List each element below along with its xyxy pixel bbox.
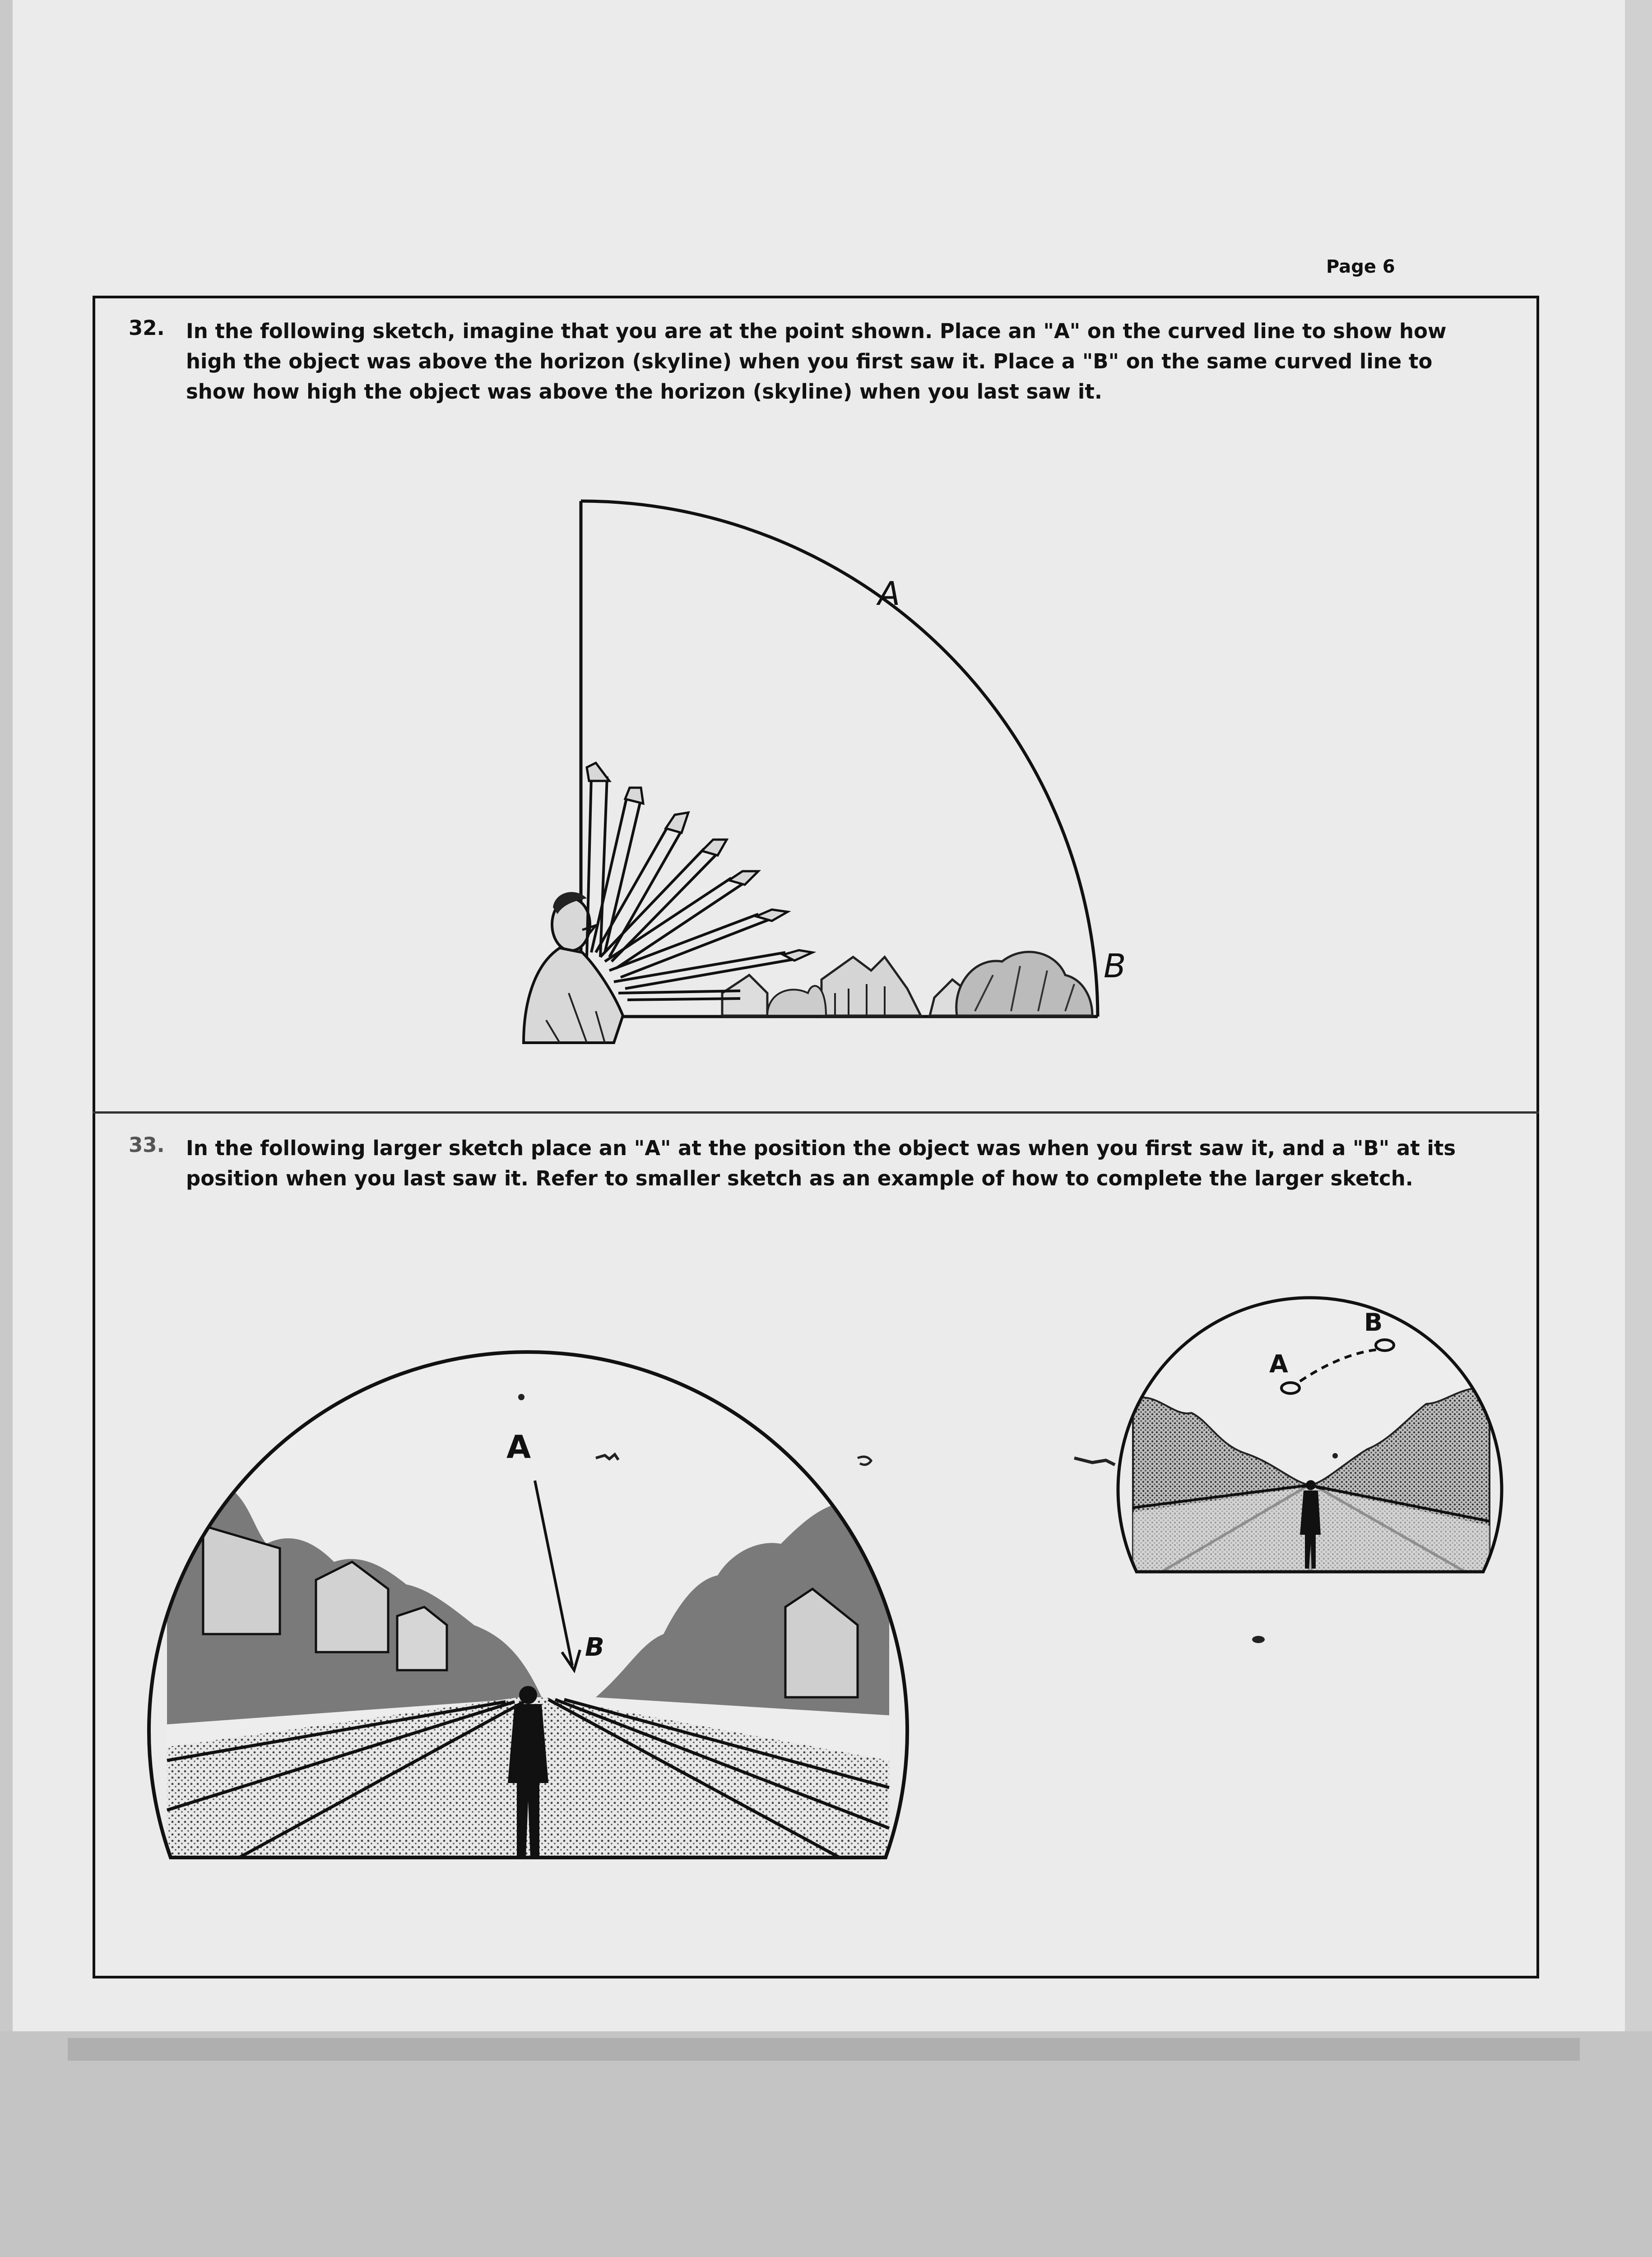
question-33-line-1: In the following larger sketch place an "A" at the position the object was when you first saw it, and a "B" at its — [186, 1136, 1456, 1160]
question-32-line-2: high the object was above the horizon (skyline) when you first saw it. Place a "B" on the same curved line to — [186, 349, 1433, 373]
handwritten-mark-b: B — [1104, 947, 1126, 985]
pointing-observer-figure — [524, 763, 812, 1043]
small-sketch-mark-b: B — [1364, 1308, 1383, 1337]
large-sketch-mark-b: B — [585, 1633, 604, 1662]
large-street-sketch — [149, 1300, 907, 1860]
large-sketch-mark-a: A — [506, 1429, 531, 1466]
question-33-number: 33. — [129, 1133, 165, 1157]
small-example-sketch — [1118, 1296, 1502, 1575]
question-33-line-2: position when you last saw it. Refer to smaller sketch as an example of how to complete the larger sketch. — [186, 1166, 1413, 1190]
small-sketch-mark-a: A — [1269, 1350, 1288, 1378]
question-32-line-3: show how high the object was above the horizon (skyline) when you last saw it. — [186, 380, 1102, 404]
handwritten-mark-a: A — [878, 575, 900, 613]
question-32-line-1: In the following sketch, imagine that you are at the point shown. Place an "A" on the curved line to show how — [186, 319, 1447, 343]
page-number: Page 6 — [1326, 256, 1395, 277]
skyline-arc-diagram — [524, 501, 1126, 1043]
question-32-number: 32. — [129, 316, 165, 340]
